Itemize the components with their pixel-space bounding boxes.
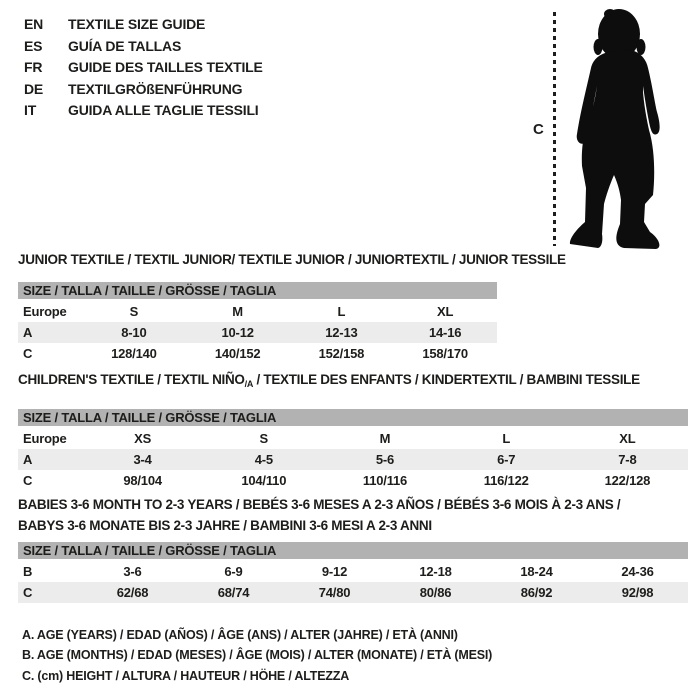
row-label: A bbox=[23, 325, 33, 340]
junior-size-table bbox=[18, 252, 566, 364]
height-cell: 158/170 bbox=[422, 346, 468, 361]
children-size-table bbox=[18, 372, 688, 491]
height-cell: 152/158 bbox=[318, 346, 365, 361]
babies-title-line2: BABYS 3-6 MONATE BIS 2-3 JAHRE / BAMBINI 3-6 MESI A 2-3 ANNI bbox=[18, 518, 432, 533]
age-cell: 3-4 bbox=[133, 452, 152, 467]
height-cell: 86/92 bbox=[520, 585, 553, 600]
table-row-age bbox=[18, 322, 497, 343]
age-cell: 10-12 bbox=[221, 325, 254, 340]
size-header-band: SIZE / TALLA / TAILLE / GRÖSSE / TAGLIA bbox=[18, 282, 497, 299]
footnote-age-years: A. AGE (YEARS) / EDAD (AÑOS) / ÂGE (ANS) / ALTER (JAHRE) / ETÀ (ANNI) bbox=[22, 628, 458, 642]
row-label: B bbox=[23, 564, 33, 579]
height-cell: 104/110 bbox=[241, 473, 287, 488]
silhouette-ear-right bbox=[637, 39, 646, 55]
size-cell: L bbox=[337, 304, 346, 319]
height-cell: 122/128 bbox=[604, 473, 651, 488]
language-title: GUIDE DES TAILLES TEXTILE bbox=[68, 59, 263, 76]
size-header-band: SIZE / TALLA / TAILLE / GRÖSSE / TAGLIA bbox=[18, 542, 688, 559]
row-label: A bbox=[23, 452, 33, 467]
children-title-subscript: /A bbox=[244, 379, 254, 389]
language-title: TEXTILGRÖßENFÜHRUNG bbox=[68, 80, 243, 97]
age-cell: 7-8 bbox=[618, 452, 637, 467]
height-cell: 80/86 bbox=[419, 585, 452, 600]
babies-table-title bbox=[18, 494, 688, 536]
height-cell: 74/80 bbox=[318, 585, 351, 600]
children-title-pre: CHILDREN'S TEXTILE / TEXTIL NIÑO bbox=[18, 372, 245, 387]
size-cell: L bbox=[502, 431, 511, 446]
language-row-en bbox=[24, 14, 263, 36]
size-cell: XL bbox=[619, 431, 636, 446]
language-row-de bbox=[24, 79, 263, 101]
language-code: EN bbox=[24, 16, 44, 32]
language-row-fr bbox=[24, 57, 263, 79]
height-cell: 110/116 bbox=[362, 473, 408, 488]
age-cell: 12-13 bbox=[325, 325, 358, 340]
age-cell: 6-7 bbox=[497, 452, 516, 467]
language-title-list bbox=[24, 14, 263, 122]
language-code: DE bbox=[24, 80, 44, 97]
row-label: Europe bbox=[23, 304, 67, 319]
footnote-age-months: B. AGE (MONTHS) / EDAD (MESES) / ÂGE (MOIS) / ALTER (MONATE) / ETÀ (MESI) bbox=[22, 648, 493, 663]
language-code: IT bbox=[24, 102, 37, 119]
height-cell: 128/140 bbox=[111, 346, 157, 361]
table-row-age-months bbox=[18, 561, 688, 582]
height-measure-label-c: C bbox=[533, 121, 544, 138]
row-label: Europe bbox=[23, 431, 67, 446]
size-header-band: SIZE / TALLA / TAILLE / GRÖSSE / TAGLIA bbox=[18, 409, 688, 426]
language-code: ES bbox=[24, 37, 43, 54]
language-code: FR bbox=[24, 59, 43, 76]
table-row-europe bbox=[18, 301, 497, 322]
size-cell: S bbox=[129, 304, 139, 319]
language-title: GUÍA DE TALLAS bbox=[68, 37, 182, 54]
junior-table-title: JUNIOR TEXTILE / TEXTIL JUNIOR/ TEXTILE JUNIOR / JUNIORTEXTIL / JUNIOR TESSILE bbox=[18, 252, 566, 267]
row-label: C bbox=[23, 346, 33, 361]
height-cell: 116/122 bbox=[483, 473, 529, 488]
size-cell: XL bbox=[437, 304, 454, 319]
size-cell: M bbox=[379, 431, 391, 446]
legend-footnotes bbox=[22, 625, 492, 686]
silhouette-ear-left bbox=[594, 39, 603, 55]
age-cell: 8-10 bbox=[121, 325, 147, 340]
age-cell: 9-12 bbox=[321, 564, 348, 579]
children-title-post: / TEXTILE DES ENFANTS / KINDERTEXTIL / BAMBINI TESSILE bbox=[253, 372, 640, 387]
language-title: GUIDA ALLE TAGLIE TESSILI bbox=[68, 102, 259, 119]
row-label: C bbox=[23, 473, 33, 488]
silhouette-body bbox=[570, 50, 660, 249]
age-cell: 3-6 bbox=[123, 564, 142, 579]
height-cell: 98/104 bbox=[123, 473, 162, 488]
table-row-height bbox=[18, 343, 497, 364]
age-cell: 12-18 bbox=[419, 564, 452, 579]
age-cell: 14-16 bbox=[429, 325, 462, 340]
language-row-es bbox=[24, 36, 263, 58]
height-cell: 140/152 bbox=[214, 346, 261, 361]
babies-size-table bbox=[18, 494, 688, 603]
table-row-height bbox=[18, 582, 688, 603]
table-row-europe bbox=[18, 428, 688, 449]
table-row-age bbox=[18, 449, 688, 470]
footnote-height-cm: C. (cm) HEIGHT / ALTURA / HAUTEUR / HÖHE / ALTEZZA bbox=[22, 668, 350, 683]
row-label: C bbox=[23, 585, 33, 600]
size-cell: S bbox=[259, 431, 269, 446]
age-cell: 6-9 bbox=[224, 564, 243, 579]
height-cell: 68/74 bbox=[217, 585, 250, 600]
language-row-it bbox=[24, 100, 263, 122]
toddler-silhouette-image bbox=[558, 8, 666, 250]
age-cell: 18-24 bbox=[520, 564, 553, 579]
table-row-height bbox=[18, 470, 688, 491]
size-cell: XS bbox=[134, 431, 152, 446]
language-title: TEXTILE SIZE GUIDE bbox=[68, 16, 206, 32]
age-cell: 4-5 bbox=[254, 452, 273, 467]
size-cell: M bbox=[232, 304, 243, 319]
age-cell: 5-6 bbox=[375, 452, 395, 467]
children-table-title bbox=[18, 372, 688, 392]
height-cell: 92/98 bbox=[621, 585, 654, 600]
height-cell: 62/68 bbox=[116, 585, 149, 600]
age-cell: 24-36 bbox=[621, 564, 654, 579]
babies-title-line1: BABIES 3-6 MONTH TO 2-3 YEARS / BEBÉS 3-6 MESES A 2-3 AÑOS / BÉBÉS 3-6 MOIS À 2-3 ANS / bbox=[18, 497, 621, 512]
height-measure-dotted-line bbox=[553, 12, 556, 246]
